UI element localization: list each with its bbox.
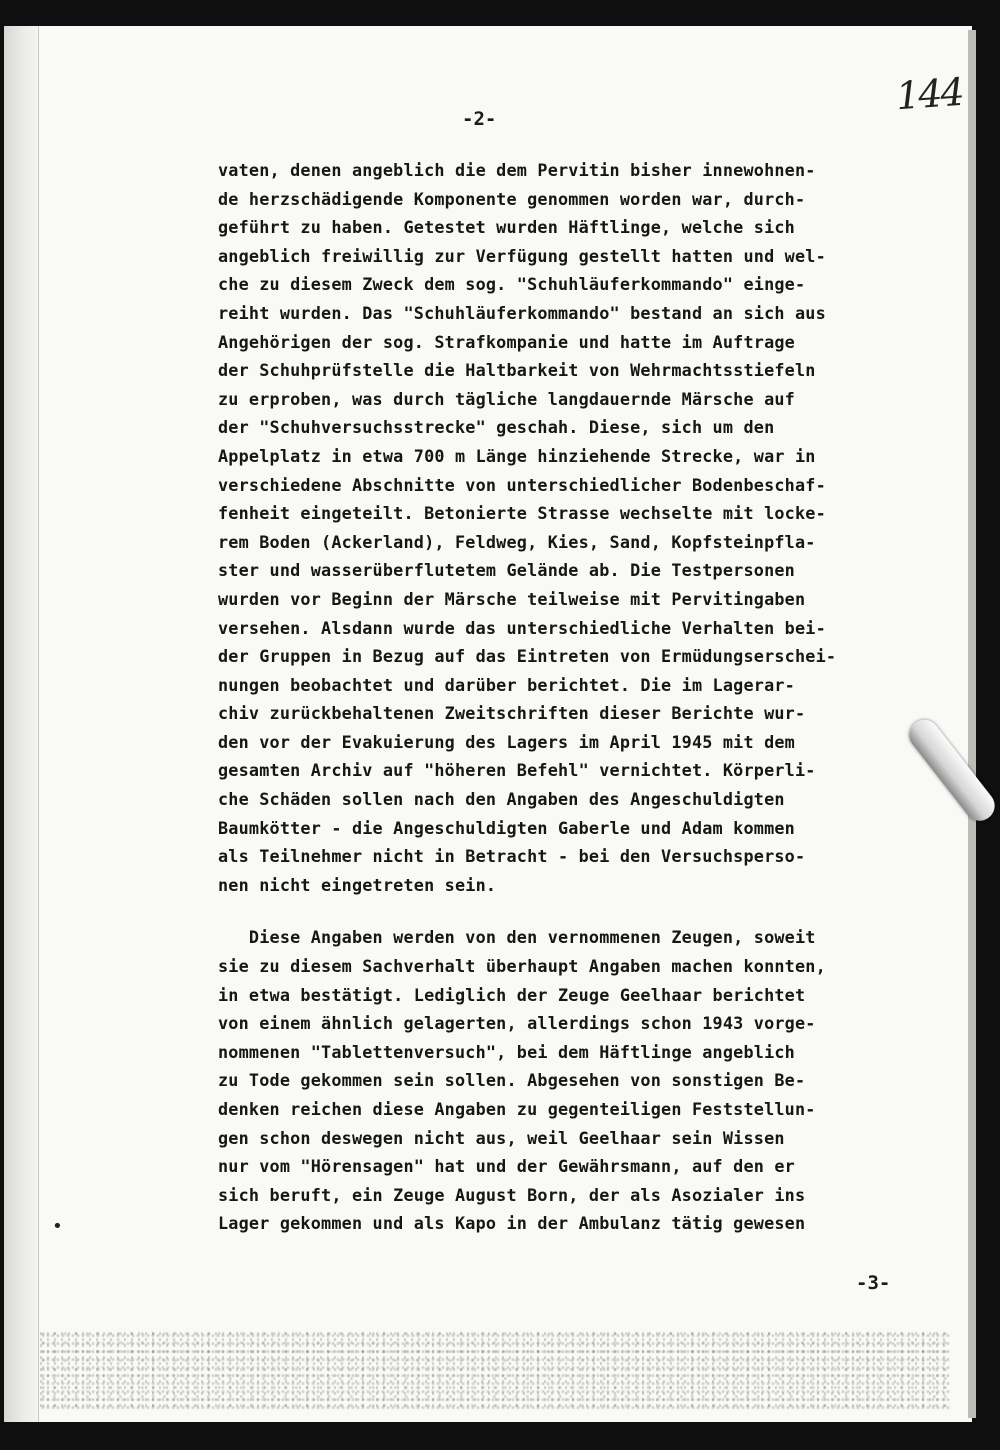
- text-line: de herzschädigende Komponente genommen worden war, durch-: [218, 188, 806, 209]
- copy-noise: [40, 1330, 950, 1410]
- text-line: der "Schuhversuchsstrecke" geschah. Diese, sich um den: [218, 417, 775, 438]
- typewritten-body: [218, 156, 938, 1238]
- page-number: -2-: [462, 108, 497, 130]
- text-line: gen schon deswegen nicht aus, weil Geelhaar sein Wissen: [218, 1127, 785, 1148]
- text-line: nur vom "Hörensagen" hat und der Gewährsmann, auf den er: [218, 1156, 795, 1177]
- text-line: Appelplatz in etwa 700 m Länge hinziehende Strecke, war in: [218, 445, 816, 466]
- text-line: den vor der Evakuierung des Lagers im April 1945 mit dem: [218, 731, 795, 752]
- text-line: che zu diesem Zweck dem sog. "Schuhläuferkommando" einge-: [218, 274, 806, 295]
- text-line: reiht wurden. Das "Schuhläuferkommando" bestand an sich aus: [218, 302, 826, 323]
- text-line: zu Tode gekommen sein sollen. Abgesehen von sonstigen Be-: [218, 1070, 806, 1091]
- paragraph-gap: [218, 899, 938, 923]
- text-line: versehen. Alsdann wurde das unterschiedliche Verhalten bei-: [218, 617, 826, 638]
- text-line: der Gruppen in Bezug auf das Eintreten von Ermüdungserschei-: [218, 646, 837, 667]
- text-line: fenheit eingeteilt. Betonierte Strasse wechselte mit locke-: [218, 503, 826, 524]
- text-line: von einem ähnlich gelagerten, allerdings schon 1943 vorge-: [218, 1013, 816, 1034]
- text-line: Baumkötter - die Angeschuldigten Gaberle und Adam kommen: [218, 817, 795, 838]
- page-edge-shadow: [968, 30, 976, 1418]
- text-line: che Schäden sollen nach den Angaben des Angeschuldigten: [218, 789, 785, 810]
- text-line: nen nicht eingetreten sein.: [218, 874, 497, 895]
- text-line: rem Boden (Ackerland), Feldweg, Kies, Sand, Kopfsteinpfla-: [218, 531, 816, 552]
- text-line: der Schuhprüfstelle die Haltbarkeit von Wehrmachtsstiefeln: [218, 360, 816, 381]
- margin-mark: •: [52, 1216, 63, 1237]
- text-line: gesamten Archiv auf "höheren Befehl" vernichtet. Körperli-: [218, 760, 816, 781]
- text-line: als Teilnehmer nicht in Betracht - bei den Versuchsperso-: [218, 846, 806, 867]
- text-line: in etwa bestätigt. Lediglich der Zeuge Geelhaar berichtet: [218, 984, 806, 1005]
- text-line: Lager gekommen und als Kapo in der Ambulanz tätig gewesen: [218, 1213, 806, 1234]
- text-line: Diese Angaben werden von den vernommenen Zeugen, soweit: [218, 927, 816, 948]
- binding-edge: [4, 26, 39, 1422]
- text-line: sie zu diesem Sachverhalt überhaupt Angaben machen konnten,: [218, 956, 826, 977]
- folio-number: 144: [894, 69, 964, 119]
- text-line: zu erproben, was durch tägliche langdauernde Märsche auf: [218, 388, 795, 409]
- next-page-marker: -3-: [856, 1272, 891, 1294]
- text-line: verschiedene Abschnitte von unterschiedlicher Bodenbeschaf-: [218, 474, 826, 495]
- text-line: vaten, denen angeblich die dem Pervitin bisher innewohnen-: [218, 160, 816, 180]
- text-line: nungen beobachtet und darüber berichtet. Die im Lagerar-: [218, 674, 795, 695]
- text-line: ster und wasserüberflutetem Gelände ab. Die Testpersonen: [218, 560, 795, 581]
- text-line: denken reichen diese Angaben zu gegenteiligen Feststellun-: [218, 1099, 816, 1119]
- text-line: chiv zurückbehaltenen Zweitschriften dieser Berichte wur-: [218, 703, 806, 724]
- text-line: wurden vor Beginn der Märsche teilweise mit Pervitingaben: [218, 588, 806, 609]
- text-line: nommenen "Tablettenversuch", bei dem Häftlinge angeblich: [218, 1041, 795, 1062]
- text-line: Angehörigen der sog. Strafkompanie und hatte im Auftrage: [218, 331, 795, 352]
- text-line: angeblich freiwillig zur Verfügung gestellt hatten und wel-: [218, 245, 826, 266]
- text-line: sich beruft, ein Zeuge August Born, der als Asozialer ins: [218, 1184, 806, 1205]
- text-line: geführt zu haben. Getestet wurden Häftlinge, welche sich: [218, 217, 795, 238]
